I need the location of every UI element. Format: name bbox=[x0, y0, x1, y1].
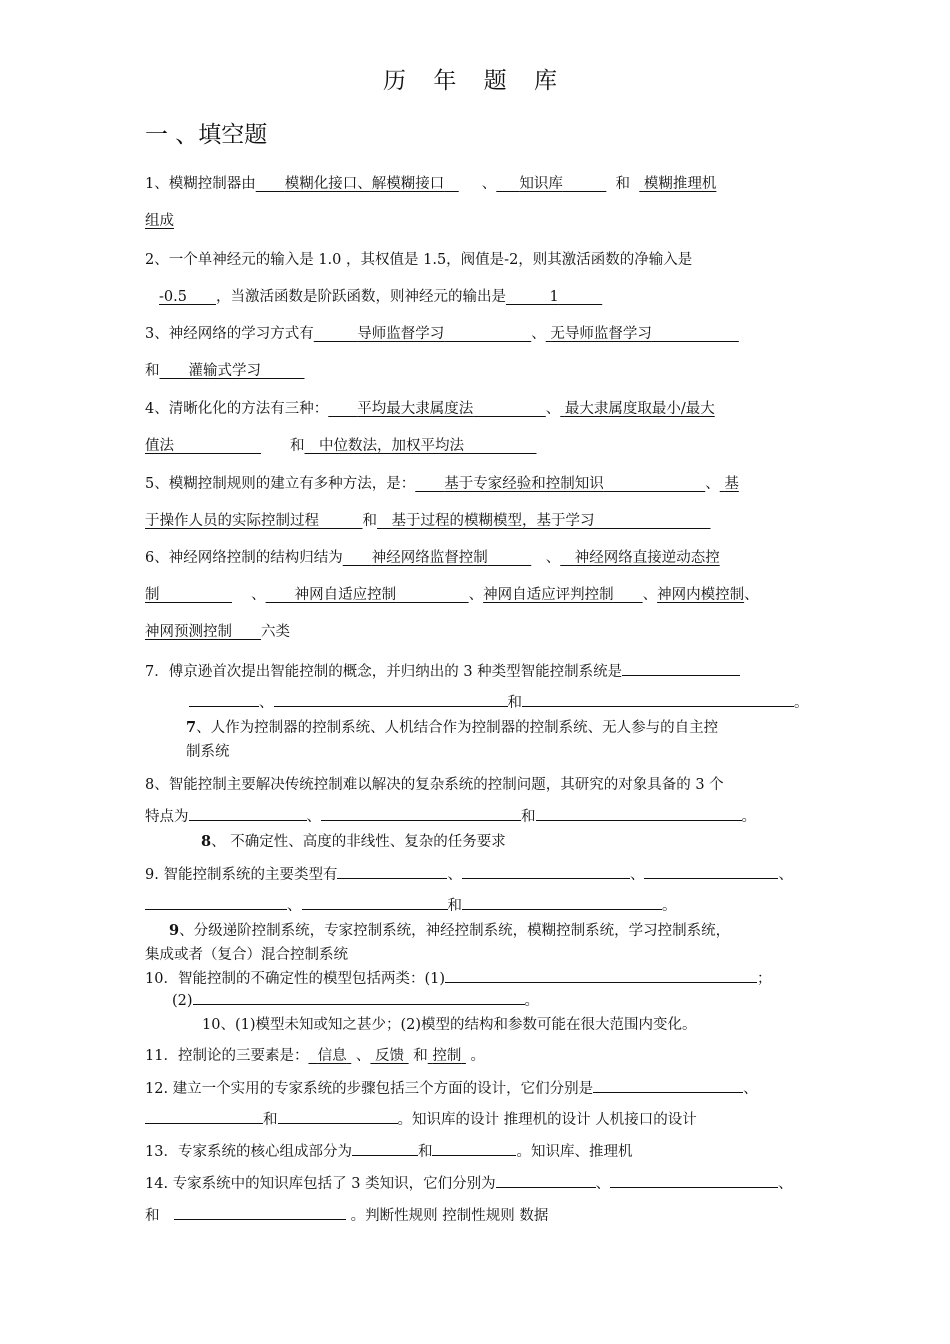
question-4: 4、清晰化化的方法有三种： 平均最大隶属度法 、 最大隶属度取最小/最大 bbox=[145, 401, 715, 417]
answer-9-cont: 集成或者（复合）混合控制系统 bbox=[145, 947, 348, 963]
answer-blank[interactable] bbox=[321, 806, 521, 821]
answer-blank[interactable] bbox=[522, 692, 794, 707]
answer-9: 9、分级递阶控制系统，专家控制系统，神经控制系统，模糊控制系统，学习控制系统， bbox=[169, 922, 731, 939]
question-6: 6、神经网络控制的结构归结为 神经网络监督控制 、 神经网络直接逆动态控 bbox=[145, 550, 720, 566]
question-5-cont: 于操作人员的实际控制过程 和 基于过程的模糊模型，基于学习 bbox=[145, 513, 595, 529]
question-11: 11．控制论的三要素是： 信息 、 反馈 和 控制 。 bbox=[145, 1048, 486, 1064]
question-9: 9. 智能控制系统的主要类型有 、 、 、 bbox=[145, 864, 793, 885]
answer-blank[interactable] bbox=[496, 1173, 596, 1188]
question-7: 7．傅京逊首次提出智能控制的概念，并归纳出的 3 种类型智能控制系统是 bbox=[145, 661, 740, 682]
answer-blank[interactable] bbox=[174, 1205, 346, 1220]
answer-blank[interactable] bbox=[622, 661, 740, 676]
answer-blank[interactable] bbox=[432, 1141, 516, 1156]
answer-7-cont: 制系统 bbox=[186, 744, 230, 760]
section-heading: 一 、填空题 bbox=[145, 122, 268, 148]
answer-blank[interactable] bbox=[145, 895, 287, 910]
answer-blank[interactable] bbox=[610, 1173, 778, 1188]
answer-7: 7、人作为控制器的控制系统、人机结合作为控制器的控制系统、无人参与的自主控 bbox=[186, 719, 719, 736]
question-4-cont: 值法 和 中位数法，加权平均法 bbox=[145, 438, 464, 454]
answer-blank[interactable] bbox=[189, 806, 307, 821]
answer-blank[interactable] bbox=[445, 968, 757, 983]
answer-8: 8、 不确定性、高度的非线性、复杂的任务要求 bbox=[201, 833, 506, 850]
answer-blank[interactable] bbox=[462, 864, 630, 879]
question-14-cont: 和 。判断性规则 控制性规则 数据 bbox=[145, 1205, 548, 1226]
answer-blank[interactable] bbox=[462, 895, 662, 910]
answer-10: 10、(1)模型未知或知之甚少；(2)模型的结构和参数可能在很大范围内变化。 bbox=[202, 1017, 697, 1033]
answer-blank[interactable] bbox=[337, 864, 447, 879]
question-1-cont: 组成 bbox=[145, 213, 174, 229]
answer-blank[interactable] bbox=[302, 895, 448, 910]
answer-blank[interactable] bbox=[536, 806, 742, 821]
question-12-cont: 和 。知识库的设计 推理机的设计 人机接口的设计 bbox=[145, 1109, 697, 1130]
answer-blank[interactable] bbox=[278, 1109, 398, 1124]
question-9-cont: 、 和 。 bbox=[145, 895, 677, 916]
page-title: 历 年 题 库 bbox=[383, 68, 567, 94]
answer-blank[interactable] bbox=[352, 1141, 418, 1156]
question-8: 8、智能控制主要解决传统控制难以解决的复杂系统的控制问题，其研究的对象具备的 3 个 bbox=[145, 777, 724, 793]
answer-blank[interactable] bbox=[593, 1078, 743, 1093]
question-2: 2、一个单神经元的输入是 1.0 ，其权值是 1.5，阀值是-2，则其激活函数的净输入是 bbox=[145, 252, 693, 268]
question-5: 5、模糊控制规则的建立有多种方法，是： 基于专家经验和控制知识 、 基 bbox=[145, 476, 739, 492]
question-6-cont2: 神网预测控制 六类 bbox=[145, 624, 290, 640]
answer-blank[interactable] bbox=[145, 1109, 263, 1124]
question-1: 1、模糊控制器由 模糊化接口、解模糊接口 、 知识库 和 模糊推理机 bbox=[145, 176, 717, 192]
question-6-cont: 制 、 神网自适应控制 、神网自适应评判控制 、神网内模控制、 bbox=[145, 587, 759, 603]
question-12: 12. 建立一个实用的专家系统的步骤包括三个方面的设计，它们分别是 、 bbox=[145, 1078, 758, 1099]
question-10: 10．智能控制的不确定性的模型包括两类：(1) ； bbox=[145, 968, 772, 989]
question-3-cont: 和 灌输式学习 bbox=[145, 363, 261, 379]
question-10-cont: (2) 。 bbox=[172, 990, 539, 1011]
question-14: 14. 专家系统中的知识库包括了 3 类知识，它们分别为 、 、 bbox=[145, 1173, 793, 1194]
question-8-cont: 特点为 、 和 。 bbox=[145, 806, 756, 827]
question-7-cont: 、 和 。 bbox=[189, 692, 809, 713]
answer-blank[interactable] bbox=[193, 990, 525, 1005]
answer-blank[interactable] bbox=[274, 692, 508, 707]
question-13: 13．专家系统的核心组成部分为 和 。知识库、推理机 bbox=[145, 1141, 632, 1162]
answer-blank[interactable] bbox=[189, 692, 259, 707]
question-3: 3、神经网络的学习方式有 导师监督学习 、 无导师监督学习 bbox=[145, 326, 652, 342]
question-2-cont: -0.5 ，当激活函数是阶跃函数，则神经元的输出是 1 bbox=[159, 289, 559, 305]
answer-blank[interactable] bbox=[644, 864, 778, 879]
